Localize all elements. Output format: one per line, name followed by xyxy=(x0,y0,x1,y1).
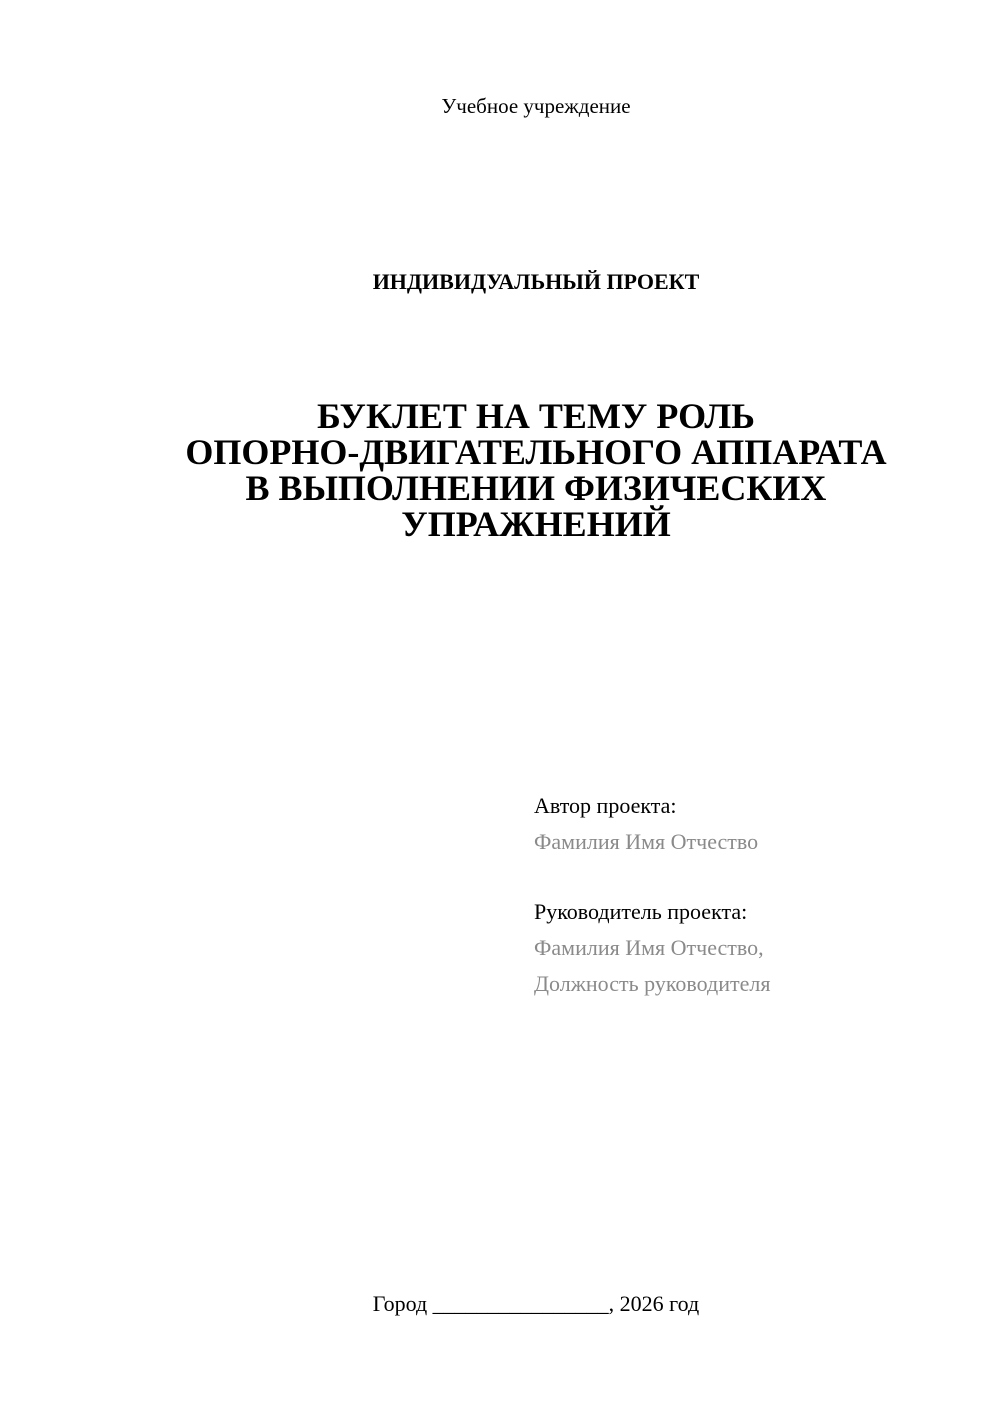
supervisor-name-placeholder: Фамилия Имя Отчество, xyxy=(534,935,764,960)
city-year-footer: Город ________________, 2026 год xyxy=(372,1291,700,1316)
supervisor-label: Руководитель проекта: xyxy=(534,899,748,924)
author-label: Автор проекта: xyxy=(534,793,677,818)
info-spacer xyxy=(534,860,974,894)
project-title xyxy=(0,398,1000,542)
title-line: ОПОРНО-ДВИГАТЕЛЬНОГО АППАРАТА xyxy=(185,432,887,472)
author-name-placeholder: Фамилия Имя Отчество xyxy=(534,829,759,854)
supervisor-position-placeholder: Должность руководителя xyxy=(534,971,771,996)
title-line: БУКЛЕТ НА ТЕМУ РОЛЬ xyxy=(317,396,755,436)
institution-name: Учебное учреждение xyxy=(441,94,631,118)
title-line: В ВЫПОЛНЕНИИ ФИЗИЧЕСКИХ xyxy=(245,468,827,508)
project-info-block xyxy=(534,788,974,1002)
title-line: УПРАЖНЕНИЙ xyxy=(401,504,671,544)
project-type-heading: ИНДИВИДУАЛЬНЫЙ ПРОЕКТ xyxy=(372,269,700,294)
